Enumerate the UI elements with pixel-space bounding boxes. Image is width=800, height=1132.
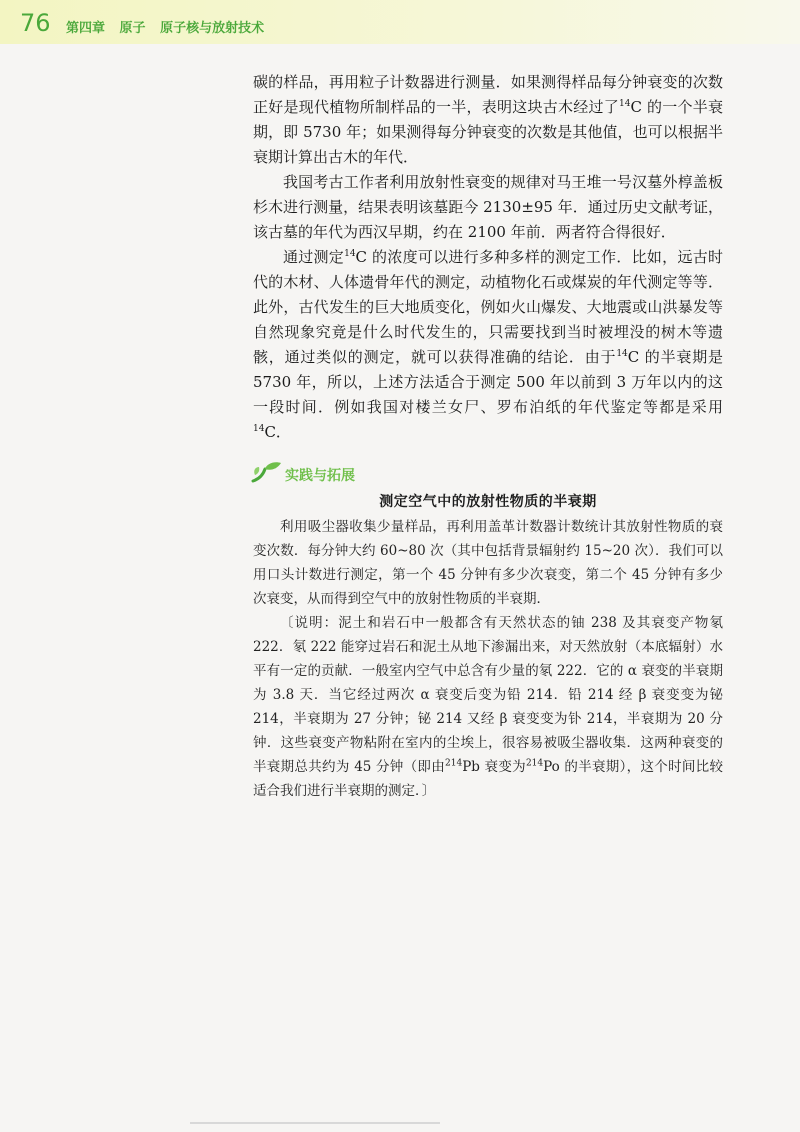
section-label: 实践与拓展 <box>285 468 355 484</box>
section-title: 原子核与放射技术 <box>160 21 265 36</box>
activity-note: 〔说明：泥土和岩石中一般都含有天然状态的铀 238 及其衰变产物氡 222．氡 222 能穿过岩石和泥土从地下渗漏出来，对天然放射（本底辐射）水平有一定的贡献．一般室内空气中总含有少量的氡 222．它的 α 衰变的半衰期为 3.8 天．当它经过两次 α 衰变后变为铅 214．铅 214 经 β 衰变变为铋 214，半衰期为 27 分钟；铋 214 又经 β 衰变变为钋 214，半衰期为 20 分钟．这些衰变产物粘附在室内的尘埃上，很容易被吸尘器收集．这两种衰变的半衰期总共约为 45 分钟（即由$^{214}$Pb 衰变为$^{214}$Po 的半衰期），这个时间比较适合我们进行半衰期的测定．〕 <box>253 615 723 799</box>
page-number: 76 <box>20 9 51 37</box>
leaf-icon <box>251 461 283 485</box>
chapter-title: 原子 <box>119 21 146 36</box>
paragraph-2: 我国考古工作者利用放射性衰变的规律对马王堆一号汉墓外椁盖板杉木进行测量，结果表明该墓距今 2130±95 年．通过历史文献考证，该古墓的年代为西汉早期，约在 2100 年前．两者符合得很好． <box>253 173 723 241</box>
chapter-number: 第四章 <box>66 21 106 36</box>
page-header <box>0 0 800 44</box>
page-bottom-line <box>190 1122 440 1124</box>
chapter-heading <box>66 17 274 36</box>
activity-title: 测定空气中的放射性物质的半衰期 <box>379 494 597 510</box>
activity-paragraph-1: 利用吸尘器收集少量样品，再利用盖革计数器计数统计其放射性物质的衰变次数．每分钟大约 60~80 次（其中包括背景辐射约 15~20 次）．我们可以用口头计数进行测定，第一个 45 分钟有多少次衰变，第二个 45 分钟有多少次衰变，从而得到空气中的放射性物质的半衰期． <box>253 519 723 607</box>
practice-section-heading <box>253 459 723 489</box>
paragraph-1: 碳的样品，再用粒子计数器进行测量．如果测得样品每分钟衰变的次数正好是现代植物所制样品的一半，表明这块古木经过了$^{14}$C 的一个半衰期，即 5730 年；如果测得每分钟衰变的次数是其他值，也可以根据半衰期计算出古木的年代． <box>253 73 723 166</box>
paragraph-3: 通过测定$^{14}$C 的浓度可以进行多种多样的测定工作．比如，远古时代的木材、人体遗骨年代的测定，动植物化石或煤炭的年代测定等等．此外，古代发生的巨大地质变化，例如火山爆发、大地震或山洪暴发等自然现象究竟是什么时代发生的，只需要找到当时被埋没的树木等遗骸，通过类似的测定，就可以获得准确的结论．由于$^{14}$C 的半衰期是 5730 年，所以，上述方法适合于测定 500 年以前到 3 万年以内的这一段时间．例如我国对楼兰女尸、罗布泊纸的年代鉴定等都是采用$^{14}$C． <box>253 248 723 441</box>
page-content <box>253 70 723 803</box>
